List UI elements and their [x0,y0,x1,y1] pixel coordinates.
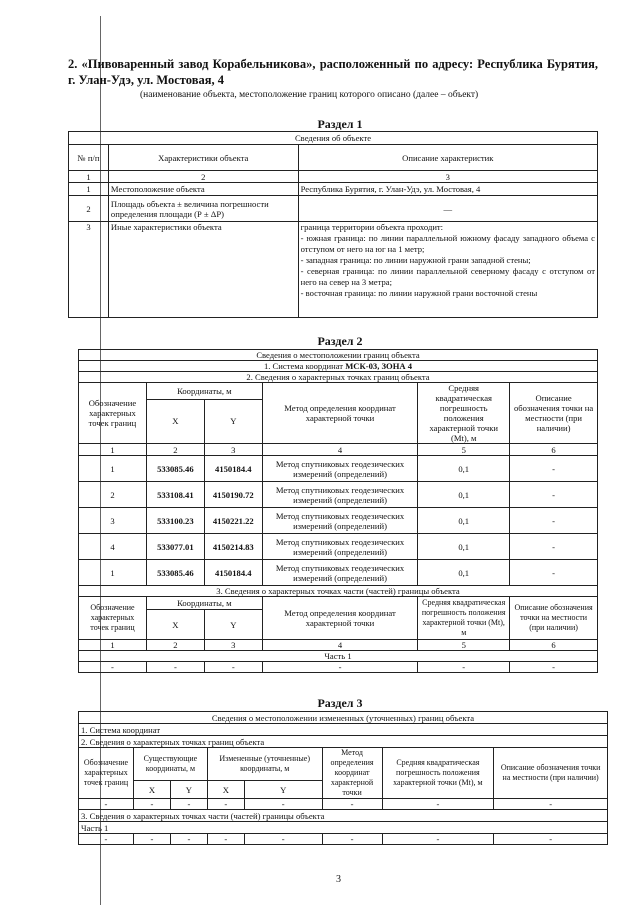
row-description [298,222,597,318]
table-row [79,799,608,810]
empty-cell: - [207,834,244,845]
coordinate-system-name: МСК-03, ЗОНА 4 [345,361,413,371]
section1-caption: Сведения об объекте [69,132,598,145]
section3-caption: Сведения о местоположении измененных (уточненных) границ объекта [79,712,608,724]
header-point-description: Описание обозначения точки на местности (при наличии) [510,597,598,640]
point-method: Метод спутниковых геодезических измерений (определений) [262,534,418,560]
column-number: 4 [262,444,418,456]
column-number: 2 [108,171,298,183]
section3-subsection-2: 2. Сведения о характерных точках границ объекта [79,736,608,748]
header-description: Описание характеристик [298,145,597,171]
header-point-description: Описание обозначения точки на местности (при наличии) [510,383,598,444]
table-row [79,534,598,560]
empty-cell: - [204,662,262,673]
column-number: 1 [79,444,147,456]
column-number: 2 [146,444,204,456]
row-number: 2 [69,196,109,222]
column-number: 3 [204,640,262,651]
table-row [79,560,598,586]
empty-cell: - [510,662,598,673]
header-y: Y [170,781,207,799]
header-y: Y [244,781,322,799]
coordinate-system [79,361,598,372]
point-x: 533108.41 [146,482,204,508]
column-number: 3 [298,171,597,183]
header-method: Метод определения координат характерной точки [262,383,418,444]
empty-cell: - [170,834,207,845]
empty-cell: - [322,834,382,845]
section2-table [78,349,598,673]
row-description: Республика Бурятия, г. Улан-Удэ, ул. Мостовая, 4 [298,183,597,196]
empty-cell: - [146,662,204,673]
point-method: Метод спутниковых геодезических измерений (определений) [262,560,418,586]
empty-cell: - [494,799,608,810]
column-number: 2 [146,640,204,651]
section1-title: Раздел 1 [317,117,363,131]
empty-cell: - [418,662,510,673]
table-row [79,508,598,534]
empty-cell: - [382,834,494,845]
column-number: 5 [418,444,510,456]
table-row [69,222,598,318]
section3-title: Раздел 3 [317,696,363,710]
header-accuracy: Средняя квадратическая погрешность положения характерной точки (Mt), м [418,383,510,444]
row-name: Площадь объекта ± величина погрешности определения площади (Р ± ΔР) [108,196,298,222]
header-changed-coordinates: Измененные (уточненные) координаты, м [207,748,322,781]
section3-table [78,711,608,845]
header-method: Метод определения координат характерной точки [262,597,418,640]
header-coordinates: Координаты, м [146,597,262,610]
section2-title: Раздел 2 [317,334,363,348]
empty-cell: - [382,799,494,810]
point-mt: 0,1 [418,534,510,560]
column-number: 4 [262,640,418,651]
heading-note: (наименование объекта, местоположение границ которого описано (далее – объект) [140,90,479,100]
point-description: - [510,534,598,560]
point-x: 533085.46 [146,560,204,586]
header-y: Y [204,610,262,640]
point-y: 4150184.4 [204,560,262,586]
section3-subsection-1: 1. Система координат [79,724,608,736]
table-row [79,482,598,508]
header-y: Y [204,399,262,443]
point-x: 533077.01 [146,534,204,560]
column-number: 3 [204,444,262,456]
column-number: 6 [510,640,598,651]
description-line: - северная граница: по линии параллельной северному фасаду с отступом от него на север на 3 метра; [300,266,595,287]
description-line: граница территории объекта проходит: [300,222,444,232]
row-description: — [298,196,597,222]
point-id: 1 [79,560,147,586]
empty-cell: - [79,799,134,810]
empty-cell: - [322,799,382,810]
row-name: Местоположение объекта [108,183,298,196]
point-mt: 0,1 [418,482,510,508]
column-number: 1 [69,171,109,183]
point-mt: 0,1 [418,456,510,482]
header-x: X [207,781,244,799]
part-label: Часть 1 [79,651,598,662]
empty-cell: - [262,662,418,673]
point-id: 3 [79,508,147,534]
point-description: - [510,508,598,534]
header-point-description: Описание обозначения точки на местности (при наличии) [494,748,608,799]
point-mt: 0,1 [418,560,510,586]
document-heading: 2. «Пивоваренный завод Корабельникова», расположенный по адресу: Республика Бурятия, г. Улан-Удэ, ул. Мостовая, 4 [68,57,598,87]
empty-cell: - [79,834,134,845]
section1-table [68,131,598,318]
table-row [69,183,598,196]
point-id: 1 [79,456,147,482]
point-id: 2 [79,482,147,508]
header-designation: Обозначение характерных точек границ [79,383,147,444]
header-designation: Обозначение характерных точек границ [79,748,134,799]
part-label: Часть 1 [79,822,608,834]
header-designation: Обозначение характерных точек границ [79,597,147,640]
point-y: 4150190.72 [204,482,262,508]
empty-cell: - [244,834,322,845]
header-x: X [146,610,204,640]
point-y: 4150214.83 [204,534,262,560]
empty-cell: - [244,799,322,810]
header-characteristics: Характеристики объекта [108,145,298,171]
table-row [79,834,608,845]
empty-cell: - [133,834,170,845]
column-number: 5 [418,640,510,651]
empty-cell: - [170,799,207,810]
header-accuracy: Средняя квадратическая погрешность положения характерной точки (Mt), м [418,597,510,640]
empty-cell: - [494,834,608,845]
subsection-3: 3. Сведения о характерных точках части (частей) границы объекта [79,586,598,597]
header-number: № п/п [69,145,109,171]
header-coordinates: Координаты, м [146,383,262,400]
point-x: 533085.46 [146,456,204,482]
header-existing-coordinates: Существующие координаты, м [133,748,207,781]
point-description: - [510,482,598,508]
section3-subsection-3: 3. Сведения о характерных точках части (частей) границы объекта [79,810,608,822]
column-number: 1 [79,640,147,651]
table-row [79,456,598,482]
empty-cell: - [79,662,147,673]
empty-cell: - [207,799,244,810]
point-method: Метод спутниковых геодезических измерений (определений) [262,456,418,482]
point-method: Метод спутниковых геодезических измерений (определений) [262,482,418,508]
description-line: - восточная граница: по линии наружной грани восточной стены [300,288,538,298]
table-row [79,662,598,673]
page-number: 3 [336,874,341,885]
point-id: 4 [79,534,147,560]
point-y: 4150184.4 [204,456,262,482]
coordinate-system-prefix: 1. Система координат [263,361,346,371]
header-accuracy: Средняя квадратическая погрешность положения характерной точки (Mt), м [382,748,494,799]
column-number: 6 [510,444,598,456]
point-x: 533100.23 [146,508,204,534]
row-number: 3 [69,222,109,318]
description-line: - западная граница: по линии наружной грани западной стены; [300,255,531,265]
section2-caption: Сведения о местоположении границ объекта [79,350,598,361]
point-description: - [510,456,598,482]
row-name: Иные характеристики объекта [108,222,298,318]
point-mt: 0,1 [418,508,510,534]
header-x: X [133,781,170,799]
header-method: Метод определения координат характерной точки [322,748,382,799]
table-row [69,196,598,222]
header-x: X [146,399,204,443]
point-y: 4150221.22 [204,508,262,534]
empty-cell: - [133,799,170,810]
point-method: Метод спутниковых геодезических измерений (определений) [262,508,418,534]
point-description: - [510,560,598,586]
subsection-2: 2. Сведения о характерных точках границ объекта [79,372,598,383]
row-number: 1 [69,183,109,196]
description-line: - южная граница: по линии параллельной южному фасаду западного объема с отступом от него на юг на 1 метр; [300,233,595,254]
